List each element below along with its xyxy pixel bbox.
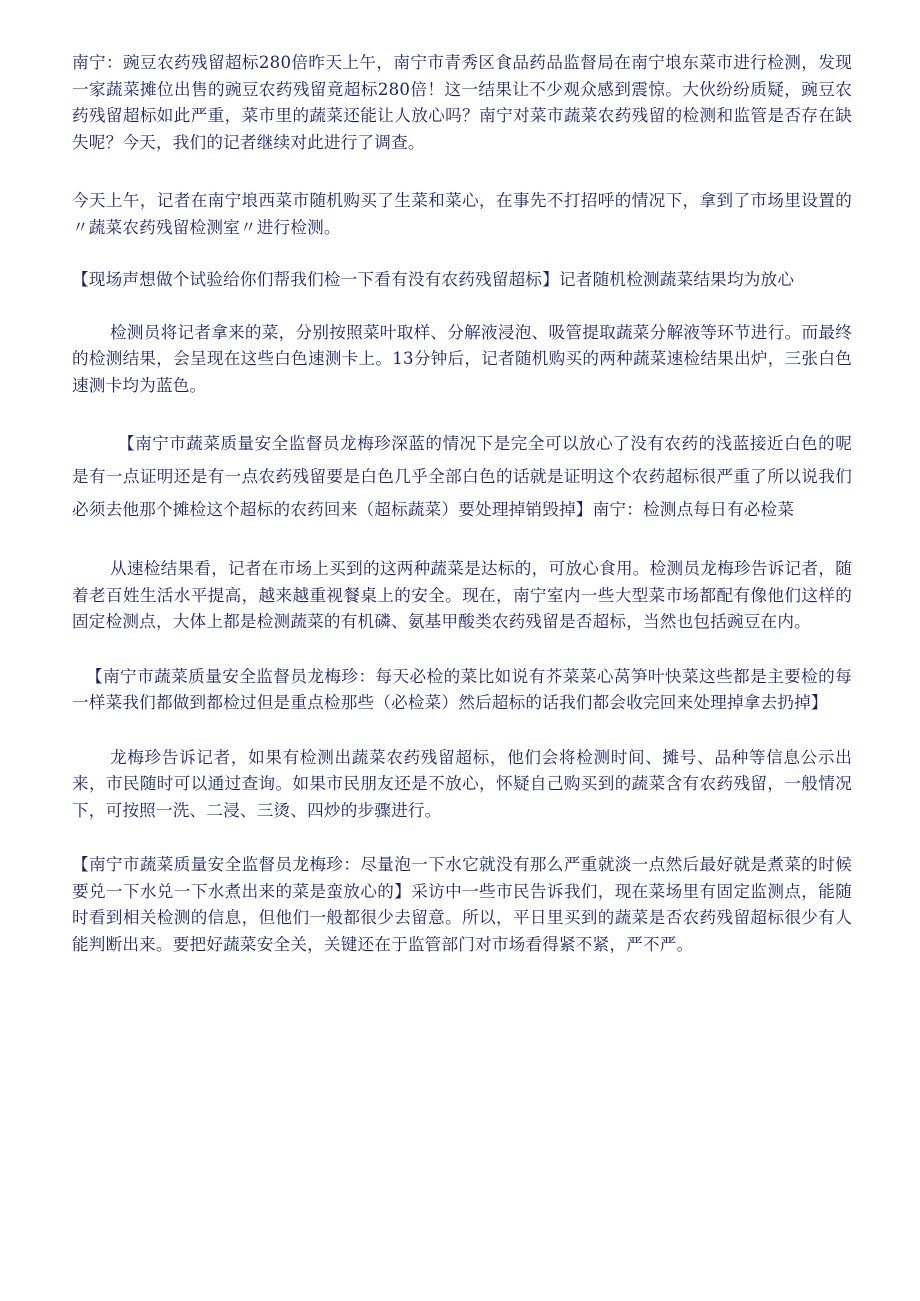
paragraph-intro: 南宁：豌豆农药残留超标280倍昨天上午，南宁市青秀区食品药品监督局在南宁埌东菜市进行检测，发现一家蔬菜摊位出售的豌豆农药残留竟超标280倍！这一结果让不少观众感到震惊。大伙纷纷质疑，豌豆农药残留超标如此严重，菜市里的蔬菜还能让人放心吗？南宁对菜市蔬菜农药残留的检测和监管是否存在缺失呢？今天，我们的记者继续对此进行了调查。 — [72, 53, 852, 152]
paragraph-inspector-quote-washing: 【南宁市蔬菜质量安全监督员龙梅珍：尽量泡一下水它就没有那么严重就淡一点然后最好就是煮菜的时候要兑一下水兑一下水煮出来的菜是蛮放心的】采访中一些市民告诉我们，现在菜场里有固定监测点，能随时看到相关检测的信息，但他们一般都很少去留意。所以，平日里买到的蔬菜是否农药残留超标很少有人能判断出来。要把好蔬菜安全关，关键还在于监管部门对市场看得紧不紧，严不严。 — [72, 855, 852, 954]
paragraph-inspector-quote-daily: 【南宁市蔬菜质量安全监督员龙梅珍：每天必检的菜比如说有芥菜菜心莴笋叶快菜这些都是主要检的每一样菜我们都做到都检过但是重点检那些（必检菜）然后超标的话我们都会收完回来处理掉拿去扔掉】 — [72, 666, 852, 712]
paragraph-reporter-purchase: 今天上午，记者在南宁埌西菜市随机购买了生菜和菜心，在事先不打招呼的情况下，拿到了市场里设置的〃蔬菜农药残留检测室〃进行检测。 — [72, 191, 852, 237]
paragraph-test-process: 检测员将记者拿来的菜，分别按照菜叶取样、分解液浸泡、吸管提取蔬菜分解液等环节进行。而最终的检测结果，会呈现在这些白色速测卡上。13分钟后，记者随机购买的两种蔬菜速检结果出炉，三张白色速测卡均为蓝色。 — [72, 322, 852, 395]
paragraph-test-results: 从速检结果看，记者在市场上买到的这两种蔬菜是达标的，可放心食用。检测员龙梅珍告诉记者，随着老百姓生活水平提高，越来越重视餐桌上的安全。现在，南宁室内一些大型菜市场都配有像他们这样的固定检测点，大体上都是检测蔬菜的有机磷、氨基甲酸类农药残留是否超标，当然也包括豌豆在内。 — [72, 559, 852, 631]
paragraph-inspector-quote-colors: 【南宁市蔬菜质量安全监督员龙梅珍深蓝的情况下是完全可以放心了没有农药的浅蓝接近白色的呢是有一点证明还是有一点农药残留要是白色几乎全部白色的话就是证明这个农药超标很严重了所以说我们必须去他那个摊检这个超标的农药回来（超标蔬菜）要处理掉销毁掉】南宁：检测点每日有必检菜 — [72, 434, 852, 519]
paragraph-publication: 龙梅珍告诉记者，如果有检测出蔬菜农药残留超标，他们会将检测时间、摊号、品种等信息公示出来，市民随时可以通过查询。如果市民朋友还是不放心，怀疑自己购买到的蔬菜含有农药残留，一般情况下，可按照一洗、二浸、三烫、四炒的步骤进行。 — [72, 747, 852, 820]
paragraph-live-sound: 【现场声想做个试验给你们帮我们检一下看有没有农药残留超标】记者随机检测蔬菜结果均为放心 — [72, 270, 795, 289]
document-body — [72, 50, 852, 958]
